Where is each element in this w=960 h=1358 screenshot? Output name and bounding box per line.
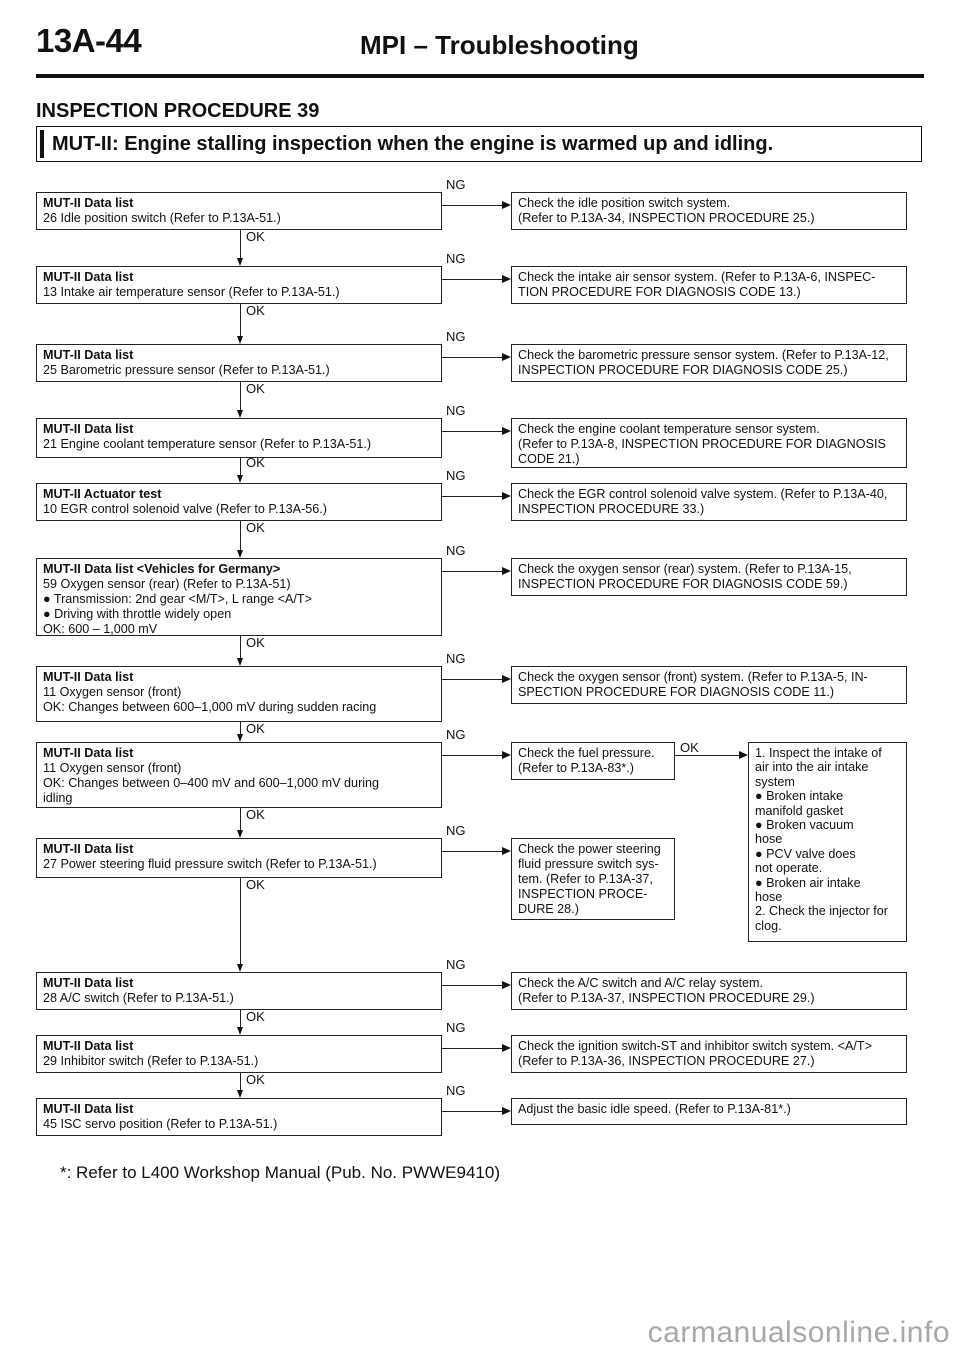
header-rule (36, 74, 924, 78)
box-line: Check the A/C switch and A/C relay system. (518, 976, 763, 990)
box-line: clog. (755, 918, 782, 933)
ok-connector-line (240, 1073, 241, 1090)
box-line: 45 ISC servo position (Refer to P.13A-51.) (43, 1117, 278, 1131)
ok-connector-line (240, 1010, 241, 1027)
box-line: 13 Intake air temperature sensor (Refer to P.13A-51.) (43, 285, 340, 299)
ng-action-box (511, 418, 907, 468)
check-step-box (36, 344, 442, 382)
box-line: Check the EGR control solenoid valve system. (Refer to P.13A-40, (518, 487, 888, 501)
ng-action-box (511, 972, 907, 1010)
box-line: OK: 600 – 1,000 mV (43, 622, 158, 636)
ok-arrow-icon (739, 751, 748, 759)
box-line: Check the fuel pressure. (518, 746, 655, 760)
ok-label: OK (246, 1009, 265, 1024)
step-title: MUT-II Data list (43, 746, 134, 760)
ng-label: NG (446, 1020, 466, 1035)
ng-label: NG (446, 329, 466, 344)
ng-arrow-icon (502, 675, 511, 683)
box-line: 25 Barometric pressure sensor (Refer to P.13A-51.) (43, 363, 330, 377)
ng-label: NG (446, 823, 466, 838)
ok-connector-line (240, 521, 241, 550)
ok-arrow-icon (237, 1090, 243, 1098)
box-line: OK: Changes between 0–400 mV and 600–1,000 mV during (43, 776, 380, 790)
box-line: 27 Power steering fluid pressure switch (Refer to P.13A-51.) (43, 857, 377, 871)
box-line: 29 Inhibitor switch (Refer to P.13A-51.) (43, 1054, 259, 1068)
ng-connector-line (442, 496, 502, 497)
step-title: MUT-II Data list (43, 348, 134, 362)
ng-arrow-icon (502, 1044, 511, 1052)
check-step-box (36, 558, 442, 636)
box-line: ● PCV valve does (755, 846, 856, 861)
final-check-box (748, 742, 907, 942)
ng-action-box (511, 742, 675, 780)
box-line: CODE 21.) (518, 452, 580, 466)
ng-label: NG (446, 1083, 466, 1098)
ng-action-box (511, 666, 907, 704)
box-line: ● Broken intake (755, 789, 844, 804)
box-line: INSPECTION PROCE- (518, 887, 648, 901)
step-title: MUT-II Data list (43, 842, 134, 856)
step-title: MUT-II Data list (43, 670, 134, 684)
box-line: ● Driving with throttle widely open (43, 607, 232, 621)
ok-connector-line (240, 878, 241, 964)
box-line: system (755, 774, 795, 789)
ng-connector-line (442, 431, 502, 432)
box-line: INSPECTION PROCEDURE FOR DIAGNOSIS CODE 59.) (518, 577, 848, 591)
ok-connector-line (675, 755, 739, 756)
box-line: Check the engine coolant temperature sensor system. (518, 422, 820, 436)
ng-connector-line (442, 1111, 502, 1112)
box-line: ● Broken vacuum (755, 818, 854, 833)
ok-connector-line (240, 458, 241, 475)
footnote: *: Refer to L400 Workshop Manual (Pub. No. PWWE9410) (60, 1163, 500, 1182)
check-step-box (36, 972, 442, 1010)
ng-connector-line (442, 571, 502, 572)
ok-arrow-icon (237, 258, 243, 266)
box-line: 21 Engine coolant temperature sensor (Refer to P.13A-51.) (43, 437, 372, 451)
box-line: TION PROCEDURE FOR DIAGNOSIS CODE 13.) (518, 285, 801, 299)
check-step-box (36, 192, 442, 230)
ng-label: NG (446, 727, 466, 742)
ok-connector-line (240, 808, 241, 830)
step-title: MUT-II Data list (43, 422, 134, 436)
page-number: 13A-44 (36, 22, 142, 59)
box-line: Check the oxygen sensor (front) system. (Refer to P.13A-5, IN- (518, 670, 868, 684)
ok-arrow-icon (237, 475, 243, 483)
ng-label: NG (446, 651, 466, 666)
box-line: (Refer to P.13A-34, INSPECTION PROCEDURE 25.) (518, 211, 815, 225)
ng-arrow-icon (502, 1107, 511, 1115)
banner-text: MUT-II: Engine stalling inspection when the engine is warmed up and idling. (52, 133, 774, 155)
ng-arrow-icon (502, 567, 511, 575)
ng-action-box (511, 1035, 907, 1073)
box-line: Check the idle position switch system. (518, 196, 731, 210)
box-line: 26 Idle position switch (Refer to P.13A-51.) (43, 211, 281, 225)
ok-label: OK (680, 740, 699, 755)
ok-arrow-icon (237, 830, 243, 838)
ok-label: OK (246, 721, 265, 736)
ng-action-box (511, 192, 907, 230)
box-line: INSPECTION PROCEDURE 33.) (518, 502, 705, 516)
ok-connector-line (240, 382, 241, 410)
box-line: (Refer to P.13A-83*.) (518, 761, 634, 775)
ok-arrow-icon (237, 410, 243, 418)
ng-arrow-icon (502, 847, 511, 855)
ok-arrow-icon (237, 734, 243, 742)
ng-arrow-icon (502, 427, 511, 435)
box-line: Check the intake air sensor system. (Refer to P.13A-6, INSPEC- (518, 270, 876, 284)
ng-label: NG (446, 403, 466, 418)
procedure-heading: INSPECTION PROCEDURE 39 (36, 100, 320, 122)
ok-connector-line (240, 636, 241, 658)
ng-arrow-icon (502, 201, 511, 209)
ok-arrow-icon (237, 964, 243, 972)
box-line: Adjust the basic idle speed. (Refer to P.13A-81*.) (518, 1102, 791, 1116)
step-title: MUT-II Data list (43, 270, 134, 284)
ng-connector-line (442, 985, 502, 986)
ng-action-box (511, 266, 907, 304)
ok-label: OK (246, 229, 265, 244)
check-step-box (36, 483, 442, 521)
box-line: 59 Oxygen sensor (rear) (Refer to P.13A-51) (43, 577, 291, 591)
ok-arrow-icon (237, 1027, 243, 1035)
ng-label: NG (446, 957, 466, 972)
check-step-box (36, 838, 442, 878)
box-line: hose (755, 890, 783, 905)
box-line: hose (755, 832, 783, 847)
check-step-box (36, 1035, 442, 1073)
ok-arrow-icon (237, 658, 243, 666)
box-line: Check the barometric pressure sensor system. (Refer to P.13A-12, (518, 348, 889, 362)
check-step-box (36, 742, 442, 808)
ok-label: OK (246, 381, 265, 396)
ng-connector-line (442, 679, 502, 680)
box-line: fluid pressure switch sys- (518, 857, 659, 871)
box-line: tem. (Refer to P.13A-37, (518, 872, 653, 886)
box-line: Check the power steering (518, 842, 661, 856)
ok-connector-line (240, 304, 241, 336)
ng-connector-line (442, 279, 502, 280)
ng-action-box (511, 483, 907, 521)
ok-label: OK (246, 635, 265, 650)
ng-arrow-icon (502, 275, 511, 283)
ok-label: OK (246, 303, 265, 318)
page-title: MPI – Troubleshooting (360, 30, 639, 60)
ok-connector-line (240, 722, 241, 734)
ng-label: NG (446, 543, 466, 558)
check-step-box (36, 418, 442, 458)
ng-connector-line (442, 205, 502, 206)
ok-connector-line (240, 230, 241, 258)
ok-label: OK (246, 807, 265, 822)
box-line: 28 A/C switch (Refer to P.13A-51.) (43, 991, 234, 1005)
ok-arrow-icon (237, 550, 243, 558)
box-line: (Refer to P.13A-8, INSPECTION PROCEDURE FOR DIAGNOSIS (518, 437, 886, 451)
ng-connector-line (442, 851, 502, 852)
box-line: not operate. (755, 861, 823, 876)
box-line: 10 EGR control solenoid valve (Refer to P.13A-56.) (43, 502, 327, 516)
check-step-box (36, 666, 442, 722)
ng-label: NG (446, 177, 466, 192)
ng-arrow-icon (502, 981, 511, 989)
box-line: OK: Changes between 600–1,000 mV during sudden racing (43, 700, 377, 714)
step-title: MUT-II Data list <Vehicles for Germany> (43, 562, 281, 576)
watermark: carmanualsonline.info (647, 1316, 950, 1349)
ng-connector-line (442, 357, 502, 358)
ok-arrow-icon (237, 336, 243, 344)
box-line: INSPECTION PROCEDURE FOR DIAGNOSIS CODE 25.) (518, 363, 848, 377)
box-line: Check the ignition switch-ST and inhibitor switch system. <A/T> (518, 1039, 872, 1053)
ng-arrow-icon (502, 353, 511, 361)
box-line: ● Transmission: 2nd gear <M/T>, L range <A/T> (43, 592, 312, 606)
ok-label: OK (246, 1072, 265, 1087)
box-line: 11 Oxygen sensor (front) (43, 685, 182, 699)
step-title: MUT-II Data list (43, 976, 134, 990)
step-title: MUT-II Data list (43, 1102, 134, 1116)
box-line: manifold gasket (755, 803, 844, 818)
ng-arrow-icon (502, 751, 511, 759)
ng-connector-line (442, 1048, 502, 1049)
box-line: 1. Inspect the intake of (755, 746, 882, 760)
box-line: (Refer to P.13A-36, INSPECTION PROCEDURE 27.) (518, 1054, 815, 1068)
ng-label: NG (446, 468, 466, 483)
ok-label: OK (246, 877, 265, 892)
step-title: MUT-II Actuator test (43, 487, 162, 501)
ng-label: NG (446, 251, 466, 266)
ng-action-box (511, 1098, 907, 1125)
check-step-box (36, 266, 442, 304)
ok-label: OK (246, 520, 265, 535)
ng-connector-line (442, 755, 502, 756)
ng-arrow-icon (502, 492, 511, 500)
box-line: (Refer to P.13A-37, INSPECTION PROCEDURE 29.) (518, 991, 815, 1005)
step-title: MUT-II Data list (43, 1039, 134, 1053)
box-line: DURE 28.) (518, 902, 579, 916)
box-line: idling (43, 791, 73, 805)
ng-action-box (511, 344, 907, 382)
step-title: MUT-II Data list (43, 196, 134, 210)
banner-accent-bar (40, 130, 44, 158)
ok-label: OK (246, 455, 265, 470)
ng-action-box (511, 558, 907, 596)
box-line: air into the air intake (755, 760, 869, 775)
ng-action-box (511, 838, 675, 920)
box-line: SPECTION PROCEDURE FOR DIAGNOSIS CODE 11.) (518, 685, 835, 699)
box-line: 2. Check the injector for (755, 904, 888, 919)
box-line: 11 Oxygen sensor (front) (43, 761, 182, 775)
check-step-box (36, 1098, 442, 1136)
box-line: Check the oxygen sensor (rear) system. (Refer to P.13A-15, (518, 562, 852, 576)
box-line: ● Broken air intake (755, 875, 861, 890)
